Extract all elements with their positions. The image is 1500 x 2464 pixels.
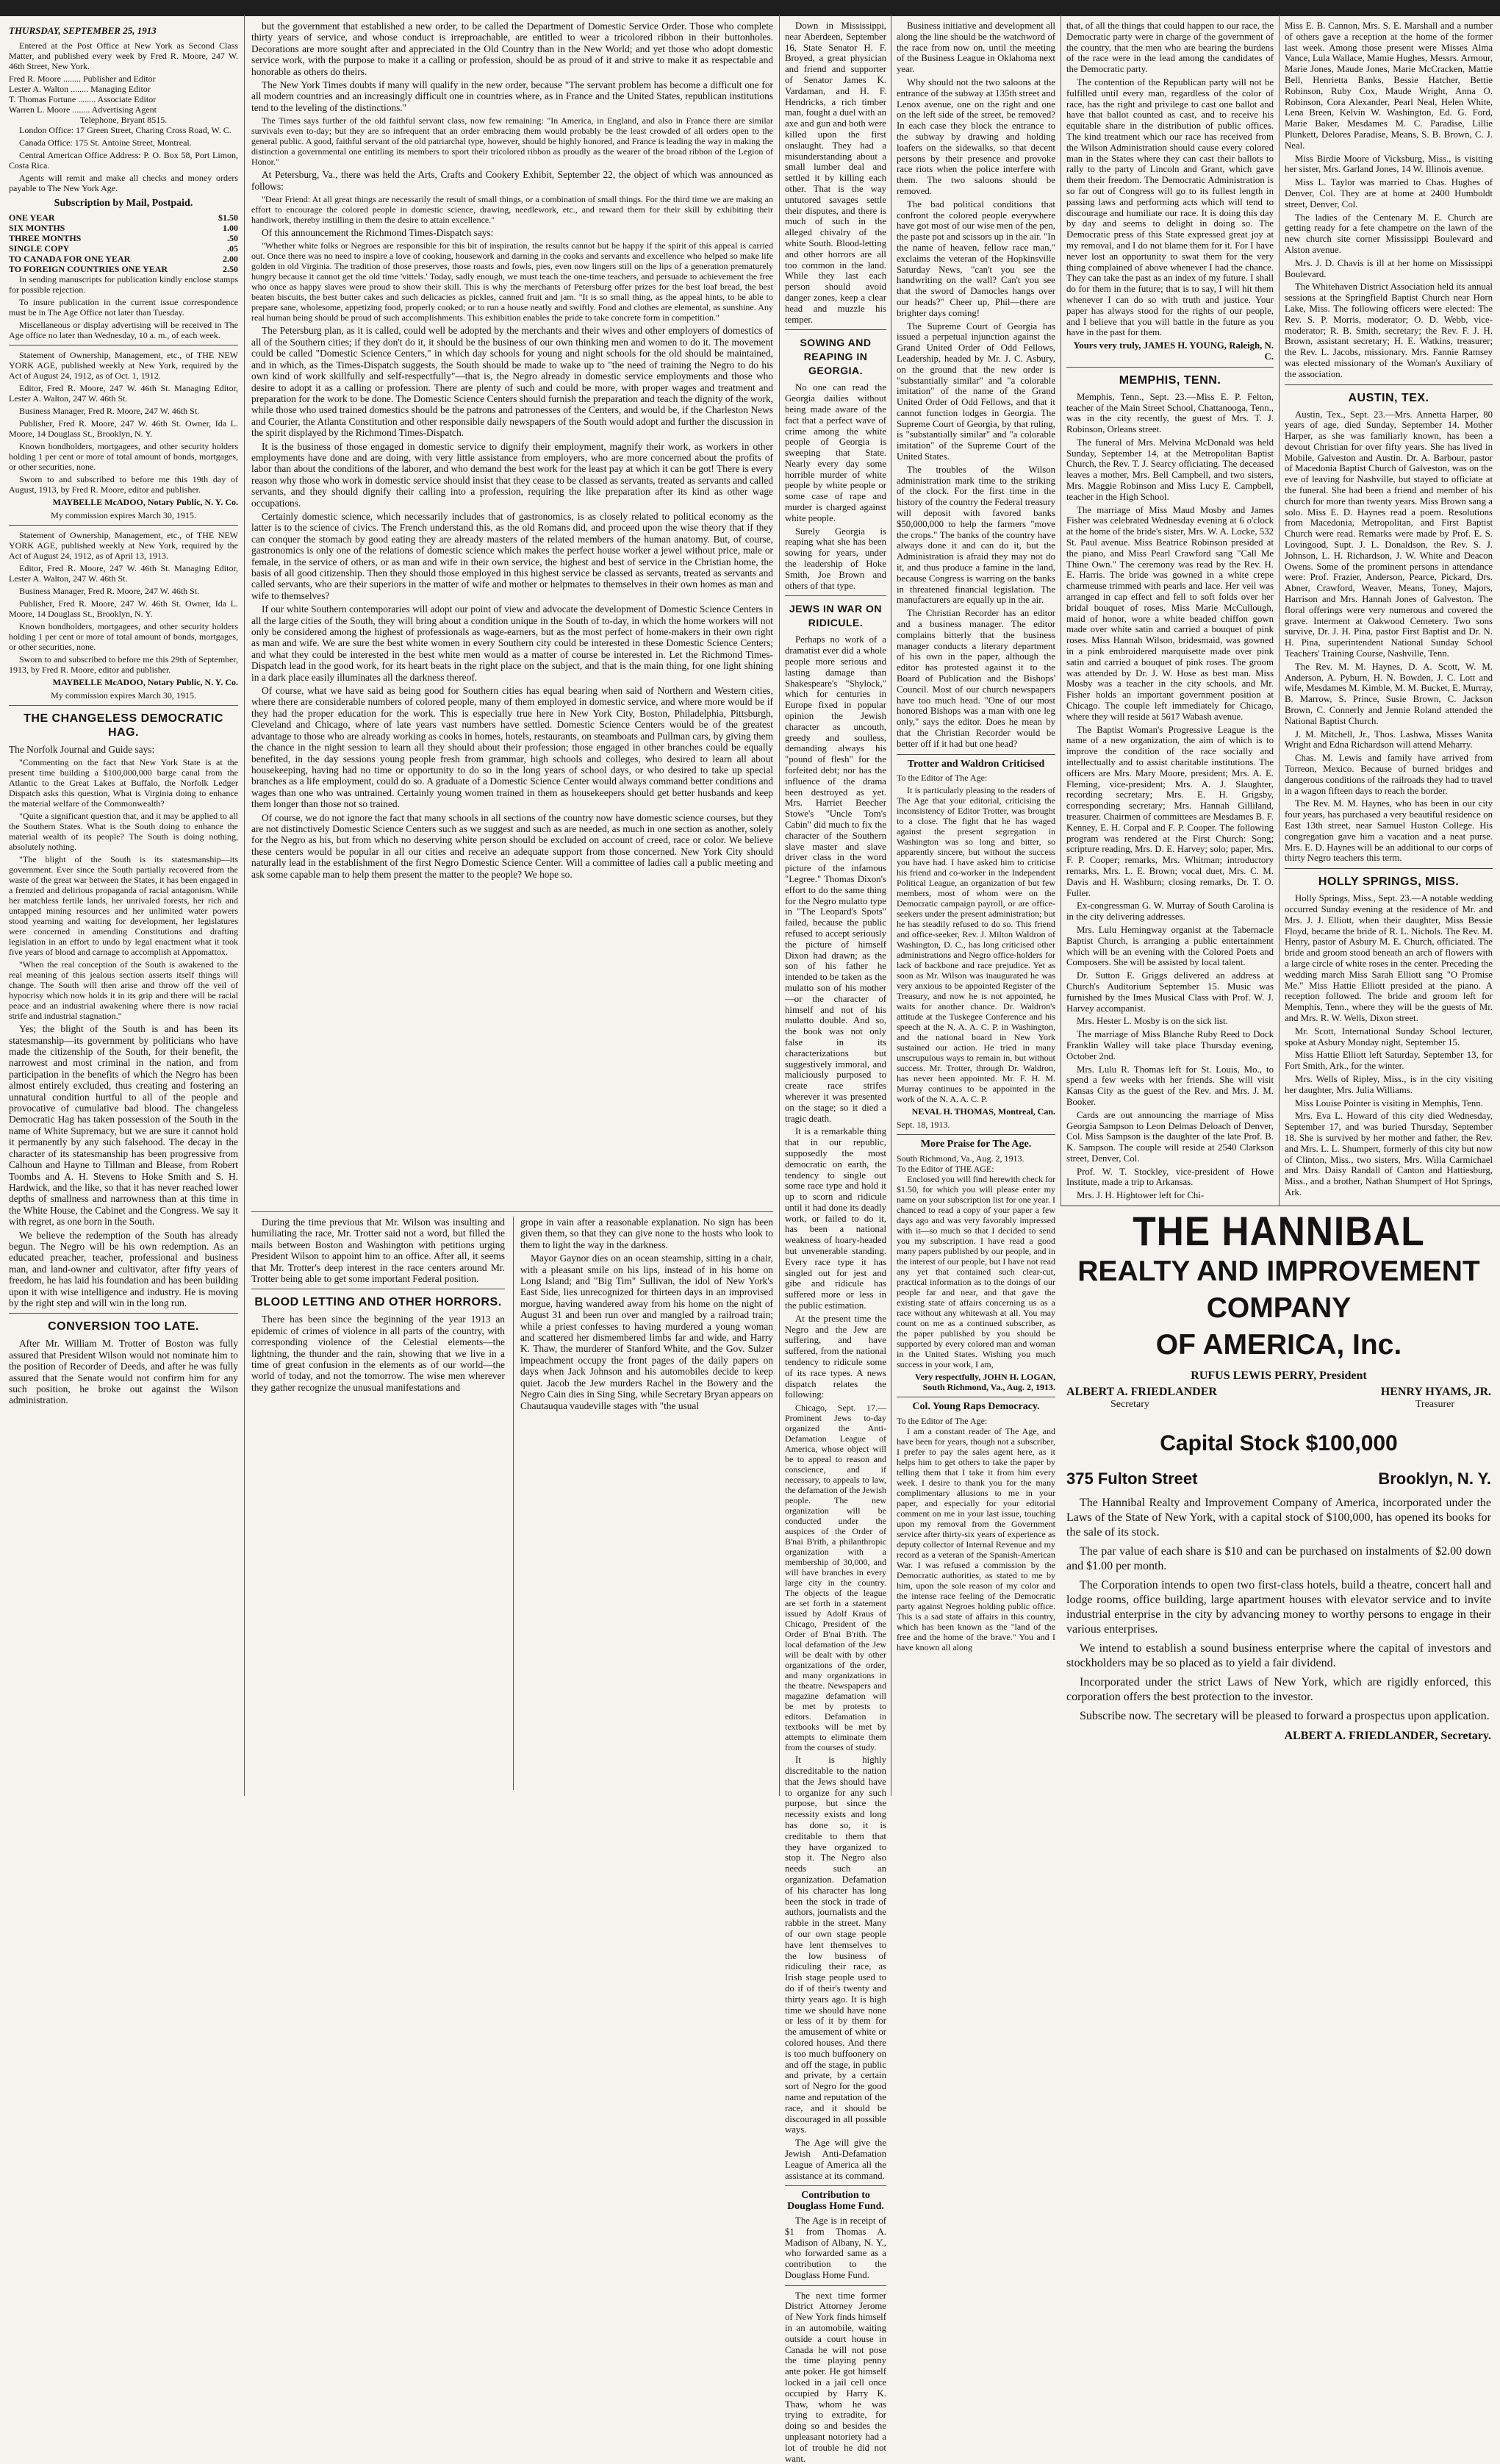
ad-title: THE HANNIBAL — [1133, 1208, 1425, 1254]
ownership-statement: Statement of Ownership, Management, etc., of THE NEW YORK AGE, published weekly at New York, required by the Act of August 24, 1912, as of April 13, 1913. Editor, Fred R. Moore, 247 W. 46th St. Managing Editor, Lester A. Walton, 247 W. 46th St. Business Manager, Fred R. Moore, 247 W. 46th St. Publisher, Fred R. Moore, 247 W. 46th St. Owner, Ida L. Moore, 14 Douglass St., Brooklyn, N. Y. Known bondholders, mortgagees, and other security holders holding 1 per cent or more of total amount of bonds, mortgages, or other securities, none. Sworn to and subscribed to before me this 29th of September, 1913, by Fred R. Moore, editor and publisher. MAYBELLE McADOO, Notary Public, N. Y. Co. My commission expires March 30, 1915. — [9, 529, 238, 701]
notice: In sending manuscripts for publication kindly enclose stamps for possible rejection. — [9, 273, 238, 295]
column-5: that, of all the things that could happen to our race, the Democratic party were in charge of the government of the country, that the men who are bearing the burdens of the race were in the lead among the candidates of the Democratic party. The contention of the Republican party will not be fulfilled until every man, regardless of the color of race, has the right and privilege to cast one ballot and have that ballot counted as cast, and to receive his equitable share in the distribution of public offices. The kind treatment which our race has received from the Wilson Administration should cause every colored man in the States where they can cast their ballots to rally to the party of Lincoln and Grant, which gave them their freedom. The Democratic Administration is so far out of Congress will go to its fullest length in passing laws and performing acts which will tend to discourage and humiliate our race. It is doing this day by day and seems to delight in doing so. The Democratic press of this State expressed great joy at my removal, and I do not blame them for it. For I have never lost an opportunity to swat them for the very thing complained of above whenever I had the chance. They can take the past as an index of my future. I shall do for them in the future; that is to say, I will hit them whenever I can do so with truth and justice. Your paper has always stood for the rights of our people, and I believe that you will battle in the future as you have in the past for them. Yours very truly, JAMES H. YOUNG, Raleigh, N. C. MEMPHIS, TENN. Memphis, Tenn., Sept. 23.—Miss E. P. Felton, teacher of the Main Street School, Chattanooga, Tenn., was in the city recently, the guest of Mrs. T. J. Robinson, Orleans street. The funeral of Mrs. Melvina McDonald was held Sunday, September 14, at the Metropolitan Baptist Church, the Rev. T. J. Searcy officiating. The deceased leaves a mother, Mrs. Bell Campbell, and two sisters, Mrs. Maggie Robinson and Miss Lucy E. Campbell, teacher in the High School. The marriage of Miss Maud Mosby and James Fisher was celebrated Wednesday evening at 6 o'clock at the home of the bride's sister, Mrs. W. A. Locke, 532 St. Paul avenue. Miss Beatrice Robinson presided at the piano, and Miss Pearl Crawford sang "Call Me Thine Own." The ceremony was read by the Rev. H. E. Harris. The bride was gowned in a white crepe charmeuse trimmed with pearls and lace. Her veil was arranged in cap effect and fell to soft folds over her bridal bouquet of roses. Miss Marie McCullough, maid of honor, wore a white beaded chiffon gown made over white satin and carried a bouquet of pink roses. Miss Hannah Wilson, bridesmaid, was gowned in a pink embroidered marquisette made over pink satin and carried a bouquet of pink roses. The groom was attended by Dr. J. W. Hose as best man. Miss Mosby was a teacher in the city schools, and Mr. Fisher holds an important government position at Chicago. The couple left immediately for Chicago, where they will reside at 5617 Wabash avenue. The Baptist Woman's Progressive League is the name of a new organization, the aim of which is to improve the condition of the race socially and intellectually and to assist charitable institutions. The officers are Mrs. Mary Moore, president; Mrs. A. E. Fleming, vice-president; Mrs. A. J. Slaughter, recording secretary; Mrs. E. H. Grigsby, corresponding secretary; Mrs. Hannah Gilliland, treasurer. Chairmen of committees are Mesdames B. F. Kenney, E. H. Corpal and F. P. Cooper. The following program was rendered at the First Church: Song; scripture reading, Mrs. D. E. Harvey; solo; paper, Mrs. F. P. Cooper; remarks, Mrs. Whitman; introductory remarks, Mrs. L. E. Brown; vocal duet, Mrs. C. M. Davis and H. Washburn; closing remarks, Dr. T. O. Fuller. Ex-congressman G. W. Murray of South Carolina is in the city delivering addresses. Mrs. Lulu Hemingway organist at the Tabernacle Baptist Church, is arranging a public entertainment which will be an evening with the Colored Poets and Composers. She will be assisted by local talent. Dr. Sutton E. Griggs delivered an address at Church's Auditorium September 15. Music was furnished by the Imes Musical Class with Prof. W. J. Harvey accompanist. Mrs. Hester L. Mosby is on the sick list. The marriage of Miss Blanche Ruby Reed to Dock Franklin Walley will take place Thursday evening, October 2nd. Mrs. Lulu R. Thomas left for St. Louis, Mo., to spend a few weeks with her friends. She will visit Kansas City as the guest of the Rev. and Mrs. J. M. Booker. Cards are out announcing the marriage of Miss Georgia Sampson to Leon Delmas Deloach of Denver, Col. Miss Sampson is the daughter of the late Prof. B. K. Sampson. The couple will reside at 2540 Clarkson street, Denver, Col. Prof. W. T. Stockley, vice-president of Howe Institute, made a trip to Arkansas. Mrs. J. H. Hightower left for Chi- — [1066, 21, 1274, 1201]
notice: To insure publication in the current issue correspondence must be in The Age Office not later than Tuesday. — [9, 296, 238, 318]
headline-memphis: MEMPHIS, TENN. — [1119, 373, 1221, 387]
ad-officers: ALBERT A. FRIEDLANDER HENRY HYAMS, JR. — [1066, 1386, 1491, 1398]
headline-blood-letting: BLOOD LETTING AND OTHER HORRORS. — [254, 1296, 502, 1309]
column-1: THURSDAY, SEPTEMBER 25, 1913 Entered at the Post Office at New York as Second Class Matter, and published every week by Fred R. Moore, 247 W. 46th Street, New York. Fred R. Moore ........ Publisher and Editor Lester A. Walton ........ Managing Editor T. Thomas Fortune ........ Associate Editor Warren L. Moore ........ Advertising Agent Telephone, Bryant 8515. London Office: 17 Green Street, Charing Cross Road, W. C. Canada Office: 175 St. Antoine Street, Montreal. Central American Office Address: P. O. Box 58, Port Limon, Costa Rica. Agents will remit and make all checks and money orders payable to The New York Age. Subscription by Mail, Postpaid. ONE YEAR $1.50 SIX MONTHS 1.00 THREE MONTHS .50 SINGLE COPY .05 TO CANADA FOR ONE YEAR 2.00 TO FOREIGN COUNTRIES ONE YEAR 2.50 In sending manuscripts for publication kindly enclose stamps for possible rejection. To insure publication in the current issue correspondence must be in The Age Office not later than Tuesday. Miscellaneous or display advertising will be received in The Age office no later than Wednesday, 10 a. m., of each week. Statement of Ownership, Management, etc., of THE NEW YORK AGE, published weekly at New York, required by the Act of August 24, 1912, as of Oct. 1, 1912. Editor, Fred R. Moore, 247 W. 46th St. Managing Editor, Lester A. Walton, 247 W. 46th St. Business Manager, Fred R. Moore, 247 W. 46th St. Publisher, Fred R. Moore, 247 W. 46th St. Owner, Ida L. Moore, 14 Douglass St., Brooklyn, N. Y. Known bondholders, mortgagees, and other security holders holding 1 per cent or more of total amount of bonds, mortgages, or other securities, none. Sworn to and subscribed to before me this 19th day of August, 1913, by Fred R. Moore, editor and publisher. MAYBELLE McADOO, Notary Public, N. Y. Co. My commission expires March 30, 1915. Statement of Ownership, Management, etc., of THE NEW YORK AGE, published weekly at New York, required by the Act of August 24, 1912, as of April 13, 1913. Editor, Fred R. Moore, 247 W. 46th St. Managing Editor, Lester A. Walton, 247 W. 46th St. Business Manager, Fred R. Moore, 247 W. 46th St. Publisher, Fred R. Moore, 247 W. 46th St. Owner, Ida L. Moore, 14 Douglass St., Brooklyn, N. Y. Known bondholders, mortgagees, and other security holders holding 1 per cent or more of total amount of bonds, mortgages, or other securities, none. Sworn to and subscribed to before me this 29th of September, 1913, by Fred R. Moore, editor and publisher. MAYBELLE McADOO, Notary Public, N. Y. Co. My commission expires March 30, 1915. THE CHANGELESS DEMOCRATIC HAG. The Norfolk Journal and Guide says: "Commenting on the fact that New York State is at the present time building a $100,000,000 barge canal from the Atlantic to the Great Lakes at Buffalo, the Norfolk Ledger Dispatch asks this question, What is Virginia doing to enhance the material welfare of the Commonwealth? "Quite a significant question that, and it may be applied to all the Southern States. What is the South doing to enhance the material wealth of its people? The South is doing nothing, absolutely nothing. "The blight of the South is its statesmanship—its government. Ever since the South partially recovered from the waste of the great war between the States, it has been engaged in a frenzied and delirious propaganda of racial antagonism. While her matchless fertile lands, her unrivaled forests, her rich and untapped mining resources and her unlimited water powers stood yearning and waiting for development, her legislatures were concerned in amending Constitutions and drafting legislation in an effort to undo by legal enactment what it took five years of blood and carnage to accomplish at Appomattox. "When the real conception of the South is awakened to the real meaning of this jealous section asserts itself things will change. The South will then arise and throw off the veil of hypocrisy which now holds it in its grip and there will be racial peace and an industrial awakening where there is now racial strife and industrial stagnation." Yes; the blight of the South is and has been its statesmanship—its government by politicians who have made the citizenship of the South, for their benefit, the narrowest and most criminal in the nation, and from participation in the benefits of which the Negro has been almost entirely excluded, thus creating and fostering an unnatural condition hurtful to all of the people and provocative of cumulative bad blood. The changeless Democratic Hag has taken possession of the South in the name of White Supremacy, but we are sure it cannot hold it permanently by any such falsehood. The decay in the character of its statesmanship has been progressive from Calhoun and Hayne to Tillman and Blease, from Robert Toombs and A. H. Stevens to Hoke Smith and S. H. Hardwick, and the like, so that it has never reached lower depths of smallness and narrowness than at this time in the White House, the Cabinet and the Congress. We say it with regret, as one born in the South. We believe the redemption of the South has already begun. The Negro will be his own redemption. As an educated preacher, teacher, professional and business man, and land-owner and cultivator, after fifty years of freedom, he has laid his foundation and has been building upon it with wise intelligence and industry. He is moving by the right step and will win in the long run. CONVERSION TOO LATE. After Mr. William M. Trotter of Boston was fully assured that President Wilson would not nominate him to the position of Recorder of Deeds, and after he was fully assured that the Senate would not confirm him for any such position, he broke out against the Wilson administration. — [9, 25, 238, 1406]
ad-president: RUFUS LEWIS PERRY, President — [1191, 1369, 1367, 1382]
column-4: Business initiative and development all along the line should be the watchword of the race from now on, until the meeting of the Business League in Oklahoma next year. Why should not the two saloons at the entrance of the subway at 135th street and Lenox avenue, one on the right and one on the left side of the street, be removed? In each case they block the entrance to the subway by drawing and holding loafers on the sidewalks, so that decent persons by their presence and provoke race riots when the police interfere with them. The two saloons should be removed. The bad political conditions that confront the colored people everywhere have got most of our wise men of the pen, the paste pot and scissors up in the air. "In the name of heaven, fellow race man," exclaims the veteran of the Hopkinsville Saturday News, "can't you see the handwriting on the wall? Can't you see that the sword of Damocles hangs over our heads?" Cheer up, Phil—there are brighter days coming! The Supreme Court of Georgia has issued a perpetual injunction against the Grand United Order of Odd Fellows, Leadership, headed by Mr. J. C. Asbury, on the ground that the new order is "substantially similar" and "a colorable imitation" of the name of the Grand United Order of Odd Fellows, and that it cannot function lodges in Georgia. The Supreme Court of Georgia, by that ruling, is "substantially similar" and "a colorable imitation" of the Supreme Court of the United States. The troubles of the Wilson administration mark time to the striking of the clock. For the first time in the history of the country the Federal treasury will deposit with favored banks $50,000,000 to help the farmers "move the crops." The banks of the country have always done it and can do it, but the Administration is afraid they may not do it, and thus produce a famine in the land, because Congress is warring on the banks in threatened financial legislation. The manufacturers are equally up in the air. The Christian Recorder has an editor and a business manager. The editor complains bitterly that the business manager conducts a literary department of his own in the paper, although the editor has protested against it to the Board of Publication and the Bishops' Council. Most of our church newspapers have too much head. "One of our most honored Bishops was a man with one leg only," says the editor. Does he mean by that the Christian Recorder would be better off if it had but one head? Trotter and Waldron Criticised To the Editor of The Age: It is particularly pleasing to the readers of The Age that your editorial, criticising the inconsistency of Editor Trotter, was brought to a close. The fight that he has waged against the present segregation in Washington was so long and bitter, so apparently sincere, but without the success you have had. I have asked him to criticise his friend and co-worker in the Independent Political League, an organization of but few members, most of whom were on the Democratic campaign payroll, or are office-seekers under the present administration; but he has steadily refused to do so. This friend and office-seeker, Rev. J. Milton Waldron of Washington, D. C., has long criticised other administrations and Negro office-holders for lack of backbone and race prejudice. Yet as soon as Mr. Wilson was inaugurated he was very anxious to be appointed Register of the Treasury, and now he is not appointed, he waits for another chance. Dr. Waldron's attitude at the Tuskegee Conference and his speech at the N. A. A. C. P. in Washington, and the national board in New York sustained our action. He tried in many unscrupulous ways to remain in, but without success. Mr. Trotter, through Dr. Waldron, has never been appointed. Mr. F. H. M. Murray continues to be appointed in the work of the N. A. A. C. P. NEVAL H. THOMAS, Montreal, Can. Sept. 18, 1913. More Praise for The Age. South Richmond, Va., Aug. 2, 1913. To the Editor of THE AGE: Enclosed you will find herewith check for $1.50, for which you will please enter my name on your subscription list for one year. I chanced to read a copy of your paper a few days ago and was very favorably impressed with it—so much so that I decided to send you my subscription. I have read a good many papers published by our people, and in the interest of our people, but I have not read any yet that contained such clear-cut, practical information as to the doings of our people far and near, and that gave the existing state of affairs concerning us as a race without any whitewash at all. You may count on me as a continued subscriber, as the paper published by you should be supported by every colored man and woman in the United States. Wishing you much success in your work, I am, Very respectfully, JOHN H. LOGAN, South Richmond, Va., Aug. 2, 1913. Col. Young Raps Democracy. To the Editor of The Age: I am a constant reader of The Age, and have been for years, though not a subscriber, I prefer to pay the sales agent here, as it helps him to get others to take the paper by telling them that I take it from him every week. I desire to thank you for the many complimentary allusions to me in your paper, and especially for your editorial comment on me in your last issue, touching upon my removal from the Government service after thirty-six years of experience as deputy collector of Internal Revenue and my record as a veteran of the Spanish-American War. I was refused a commission by the Democratic authorities, as stated to me by him, upon the sole reason of my color and the intense race feeling of the Democratic party against Negroes holding public office. This is a sad state of affairs in this country, which has been known as the "land of the free and the home of the brave." You and I have known all along — [897, 21, 1055, 1652]
column-3: Down in Mississippi, near Aberdeen, September 16, State Senator H. F. Broyed, a great physician and friend and supporter of Senator James K. Vardaman, and H. F. Hendricks, a rich timber man, fought a duel with an axe and gun and both were killed upon the first onslaught. They had a misunderstanding about a small lumber deal and settled it by killing each other. That is the way untutored savages settle their disputes, and there is much of such in the alleged chivalry of the white South. Blood-letting and other horrors are all too common in the land. While they last each person should avoid danger zones, keep a clear head and muzzle his temper. SOWING AND REAPING IN GEORGIA. No one can read the Georgia dailies without being made aware of the fact that a perfect wave of crime among the white people of Georgia is sweeping that State. Nearly every day some horrible murder of white people by white people or some case of rape and murder is charged against white people. Surely Georgia is reaping what she has been sowing for years, under the leadership of Hoke Smith, Joe Brown and others of that type. JEWS IN WAR ON RIDICULE. Perhaps no work of a dramatist ever did a whole people more serious and lasting damage than Shakespeare's "Shylock," which for centuries in Europe fixed in popular opinion the Jewish character as uncouth, greedy and soulless, demanding always his "pound of flesh" for the forfeited debt; nor has the influence of the drama been destroyed as yet. Mrs. Harriet Beecher Stowe's "Uncle Tom's Cabin" did much to fix the character of the Southern slave master and slave driver class in the word picture of the infamous "Legree." Thomas Dixon's effort to do the same thing for the Negro mulatto type in "The Leopard's Spots" failed, because the public refused to accept seriously the picture of himself Dixon had drawn; as the son of his father he intended to be taken as the mulatto son of his mother—or the character of himself and not of his mulatto double. And so, the book was not only false in its characterizations but suggestively immoral, and maliciously purposed to create race strifes wherever it was presented on the stage; so it died a tragic death. It is a remarkable thing that in our republic, supposedly the most democratic on earth, the tendency to single out some race type and hold it up to scorn and ridicule until it had done its deadly work, or failed to do it, has been a national weakness of hoary-headed but unvenerable standing. Every race type it has singled out for jest and gibe and ridicule has suffered more or less in the public estimation. At the present time the Negro and the Jew are suffering, and have suffered, from the national tendency to ridicule some of its race types. A news dispatch relates the following: Chicago, Sept. 17.—Prominent Jews to-day organized the Anti-Defamation League of America, whose object will be to appeal to reason and conscience, and if necessary, to appeals to law, the defamation of the Jewish people. The new organization will be conducted under the auspices of the Order of B'nai B'rith, a philanthropic organization with a membership of 30,000, and will have branches in every large city in the country. The objects of the league are set forth in a statement issued by Adolf Kraus of Chicago, President of the Order of B'nai B'rith. The local defamation of the Jew will be dealt with by other organizations of the order, and many organizations in the theatre. Newspapers and magazine defamation will be met by protests to editors. Defamation in textbooks will be met by attempts to eliminate them from the courses of study. It is highly discreditable to the nation that the Jews should have to organize for any such purpose, but since the necessity exists and long has done so, it is creditable to them that they have organized to stop it. The Negro also needs such an organization. Defamation of his character has long been the stock in trade of authors, journalists and the rabble in the street. Many of our own stage people have lent themselves to the low business of ridiculing their race, as Irish stage people used to do if of their's twenty and thirty years ago. It is high time we should have none or less of it by them for the amusement of white or colored houses. And there is too much buffoonery on and off the stage, in public and private, by a certain sort of Negro for the good name and reputation of the race, and it should be discouraged in all possible ways. The Age will give the Jewish Anti-Defamation League of America all the assistance at its command. Contribution to Douglass Home Fund. The Age is in receipt of $1 from Thomas A. Madison of Albany, N. Y., who forwarded same as a contribution to the Douglass Home Fund. The next time former District Attorney Jerome of New York finds himself in an automobile, waiting outside a court house in Canada he will not pose the time playing penny ante poker. He got himself locked in a jail cell once occupied by Harry K. Thaw, whom he was trying to extradite, for doing so and besides the unpleasant notoriety had a lot of trouble he did not want. — [785, 21, 886, 2464]
ad-capital-stock: Capital Stock $100,000 — [1160, 1431, 1398, 1455]
staff-line: Warren L. Moore ........ Advertising Agent — [9, 104, 157, 115]
mailing-entry: Entered at the Post Office at New York as Second Class Matter, and published every week by Fred R. Moore, 247 W. 46th Street, New York. — [9, 40, 238, 72]
column-rule — [779, 15, 780, 1796]
notice: Miscellaneous or display advertising will be received in The Age office no later than Wednesday, 10 a. m., of each week. — [9, 319, 238, 340]
column-rule — [244, 15, 245, 1796]
page-top-edge — [0, 0, 1500, 16]
notary-signature: MAYBELLE McADOO, Notary Public, N. Y. Co. — [52, 676, 238, 687]
remit-note: Agents will remit and make all checks and money orders payable to The New York Age. — [9, 173, 238, 194]
rate-row: SINGLE COPY .05 — [9, 243, 238, 254]
subscription-rates — [9, 212, 238, 274]
subscription-title: Subscription by Mail, Postpaid. — [54, 198, 193, 209]
staff-line: Telephone, Bryant 8515. — [79, 115, 168, 126]
column-2a: During the time previous that Mr. Wilson was insulting and humiliating the race, Mr. Trotter said not a word, but filled the mails between Boston and Washington with petitions urging President Wilson to appoint him to an office. After all, it seems that Mr. Trotter's deep interest in the race centers around Mr. Trotter being able to get some important Federal position. BLOOD LETTING AND OTHER HORRORS. There has been since the beginning of the year 1913 an epidemic of crimes of violence in all parts of the country, with corresponding violence of the Celestial elements—the lightning, the thunder and the rain, showing that we live in a time of great confusion in the elements as of our world—the world of today, and not the tomorrow. The wise men wherever they gather recognize the unusual manifestations and — [251, 1217, 505, 1393]
rate-row: TO CANADA FOR ONE YEAR 2.00 — [9, 253, 238, 264]
column-2b: grope in vain after a reasonable explanation. No sign has been given them, so that they can give none to the hosts who look to them to light the way in the darkness. Mayor Gaynor dies on an ocean steamship, sitting in a chair, with a pleasant smile on his lips, instead of in his home on Long Island; and "Big Tim" Sullivan, the idol of New York's East Side, lies unrecognized for thirteen days in an improvised morgue, having wandered away from his home on the night of August 31 and been run over and mangled by a railroad train; while a priest confesses to having murdered a young woman and scattered her dismembered limbs far and wide, and Harry K. Thaw, the murderer of Stanford White, and the Gov. Sulzer impeachment occupy the front pages of the daily papers on days when Jack Johnson and his automobiles decide to keep quiet. Jacob the Jew murders Rachel in the Bowery and the Negro Cain dies in Sing Sing, while Secretary Bryan appears on Chautauqua vaudeville stages with "the usual — [520, 1217, 773, 1411]
column-rule — [1279, 15, 1280, 1206]
headline-douglass: Contribution to Douglass Home Fund. — [787, 2190, 884, 2213]
london-office: London Office: 17 Green Street, Charing Cross Road, W. C. — [19, 125, 232, 136]
rate-row: TO FOREIGN COUNTRIES ONE YEAR 2.50 — [9, 263, 238, 274]
rate-row: SIX MONTHS 1.00 — [9, 222, 238, 233]
notary-signature: MAYBELLE McADOO, Notary Public, N. Y. Co. — [52, 496, 238, 507]
staff-line: Fred R. Moore ........ Publisher and Editor — [9, 74, 156, 85]
column-rule — [513, 1217, 514, 1790]
column-6: Miss E. B. Cannon, Mrs. S. E. Marshall and a number of others gave a reception at the home of the former last week. Among those present were Misses Alma Vance, Lula Wallace, Mamie Hughes, Messrs. Armour, Marie Jones, Maude Jones, Marie McCracken, Mattie Bell, Henrietta Banks, Bessie Hatcher, Bettie Robinson, Ruby Cox, Maude Wright, Anna O. Robinson, Cora Alexander, Pearl Neal, Helen White, Lena Breen, Kelvin W. Washington, Ed. G. Ford, Marie Baker, Mesdames M. C. Paradise, Lillie Plunkett, Delores Paradise, Means, S. B. Brown, C. J. Neal. Miss Birdie Moore of Vicksburg, Miss., is visiting her sister, Mrs. Garland Jones, 14 W. Illinois avenue. Miss L. Taylor was married to Chas. Hughes of Denver, Col. They are at home at 2400 Humboldt street, Denver, Col. The ladies of the Centenary M. E. Church are getting ready for a fete champetre on the lawn of the new church site corner Mississippi Boulevard and Alston avenue. Mrs. J. D. Chavis is ill at her home on Mississippi Boulevard. The Whitehaven District Association held its annual sessions at the Springfield Baptist Church near Horn Lake, Miss. The following officers were elected: The Rev. S. P. Morris, moderator; O. D. Webb, vice-moderator; R. B. Smith, secretary; the Rev. F. J. H. Brown, assistant secretary; H. E. Watkins, treasurer; the Rev. L. Jacobs, missionary. Mrs. Fannie Ramsey was elected missionary of the Woman's Auxiliary of the association. AUSTIN, TEX. Austin, Tex., Sept. 23.—Mrs. Annetta Harper, 80 years of age, died Sunday, September 14. Mother Harper, as she was familiarly known, has been a devout Christian for over fifty years. She has lived in Mobile, Galveston and Austin. Dr. A. Barbour, pastor of Macedonia Baptist Church of Galveston, was on the eve of leaving for Nashville, but stayed to officiate at the funeral. She had been a friend and member of his church for more than twenty years. Miss Brown sang a solo. Miss E. D. Haynes read a poem. Resolutions from Macedonia, Metropolitan, and First Baptist Church were read. Remarks were made by Prof. E. S. Lovingood, Supt. J. L. Donaldson, the Rev. S. J. Johnson, L. H. Richardson, J. W. White and Deacon Owens. Some of the prominent persons in attendance were: Prof. Frazier, Anderson, Pearce, Pickard, Drs. Abner, Crawford, Weaver, Means, Toney, Majors, Harrison and Mrs. Hannah Jones of Galveston. The floral offerings were very numerous and covered the grave. Interment at Oakwood Cemetery. Two sons survive, Dr. J. H. Pina, pastor First Baptist and Dr. N. H. Pina, superintendent National Sunday School Teachers' Training Course, Nashville, Tenn. The Rev. M. M. Haynes, D. A. Scott, W. M. Anderson, A. Pyburn, H. N. Bowden, J. C. Lott and wife, Mesdames M. Kimble, M. M. Bucket, E. Murray, B. Marrow, S. Prince, Susie Brown, C. Jackson Brown, C. Connerly and Jennie Roland attended the National Baptist Church. J. M. Mitchell, Jr., Thos. Lashwa, Misses Wanita Wright and Edna Richardson will attend Meharry. Chas. M. Lewis and family have arrived from Torreon, Mexico. Because of burned bridges and dangerous conditions of the railroads they had to travel in a wagon fifteen days to reach the border. The Rev. M. M. Haynes, who has been in our city four years, has purchased a very beautiful residence on East 13th street, near Samuel Huston College. His congregation gave him a vacation and a neat purse. Mrs. E. D. Haynes will be an additional to our corps of thirty Negro teachers this term. HOLLY SPRINGS, MISS. Holly Springs, Miss., Sept. 23.—A notable wedding occurred Sunday evening at the residence of Mr. and Mrs. J. J. Elliott, when their daughter, Miss Bessie Floyd, became the bride of R. L. Nichols. The Rev. M. Henry, pastor of Asbury M. E. Church, officiated. The bride and groom stood beneath an arch of flowers with a large circle of white roses in the center. Preceding the wedding march Miss Sarah Elliott sang "O Promise Me." Miss Hattie Elliott presided at the piano. A reception followed. The bride and groom left for Memphis, Tenn., where they will be the guests of Mr. and Mrs. R. W. Wells, Dixon street. Mr. Scott, International Sunday School lecturer, spoke at Asbury Monday night, September 15. Miss Hattie Elliott left Saturday, September 13, for Fort Smith, Ark., for the winter. Mrs. Wells of Ripley, Miss., is in the city visiting her daughter, Mrs. Julia Williams. Miss Louise Pointer is visiting in Memphis, Tenn. Mrs. Eva L. Howard of this city died Wednesday, September 17, and was buried Thursday, September 18. She is survived by her mother and father, the Rev. and Mrs. L. L. Shumpert, formerly of this city but now of Clinton, Miss., two sisters, Mrs. Willa Carmichael and Mrs. Daisy Randall of Canton and Hattiesburg, Miss., and a brother, Nathan Shumpert of Hot Springs, Ark. — [1285, 21, 1493, 1197]
headline-jews: JEWS IN WAR ON RIDICULE. — [789, 603, 882, 629]
headline-changeless: THE CHANGELESS DEMOCRATIC HAG. — [24, 712, 223, 739]
section-rule — [251, 1211, 773, 1212]
ad-body: The Hannibal Realty and Improvement Company of America, incorporated under the Laws of the State of New York, with a capital stock of $100,000, has opened its books for the sale of its stock. The par value of each share is $10 and can be purchased on instalments of $2.00 down and $1.00 per month. The Corporation intends to open two first-class hotels, build a theatre, concert hall and lodge rooms, office building, large apartment houses with elevator service and to invite industrial enterprise in the city by advancing money to worthy persons to engage in their various enterprises. We intend to establish a sound business enterprise where the capital of investors and stockholders may be so placed as to yield a fair dividend. Incorporated under the strict Laws of New York, which are rigidly enforced, this corporation offers the best protection to the investor. Subscribe now. The secretary will be pleased to forward a prospectus upon application. — [1066, 1497, 1491, 1722]
ad-title: REALTY AND IMPROVEMENT COMPANY — [1077, 1256, 1480, 1324]
headline-holly-springs: HOLLY SPRINGS, MISS. — [1318, 875, 1460, 889]
staff-line: T. Thomas Fortune ........ Associate Editor — [9, 94, 157, 105]
headline-trotter: Trotter and Waldron Criticised — [907, 758, 1045, 770]
ad-signature: ALBERT A. FRIEDLANDER, Secretary. — [1284, 1730, 1491, 1742]
ad-title: OF AMERICA, Inc. — [1155, 1329, 1402, 1361]
staff-line: Lester A. Walton ........ Managing Editor — [9, 84, 151, 95]
staff-list — [9, 74, 238, 125]
headline-young: Col. Young Raps Democracy. — [912, 1401, 1040, 1413]
headline-sowing: SOWING AND REAPING IN GEORGIA. — [800, 337, 872, 377]
headline-praise: More Praise for The Age. — [920, 1139, 1032, 1150]
central-office: Central American Office Address: P. O. Box 58, Port Limon, Costa Rica. — [9, 150, 238, 171]
ad-officer-titles: Secretary Treasurer — [1110, 1399, 1454, 1410]
ownership-statement: Statement of Ownership, Management, etc., of THE NEW YORK AGE, published weekly at New York, required by the Act of August 24, 1912, as of Oct. 1, 1912. Editor, Fred R. Moore, 247 W. 46th St. Managing Editor, Lester A. Walton, 247 W. 46th St. Business Manager, Fred R. Moore, 247 W. 46th St. Publisher, Fred R. Moore, 247 W. 46th St. Owner, Ida L. Moore, 14 Douglass St., Brooklyn, N. Y. Known bondholders, mortgagees, and other security holders holding 1 per cent or more of total amount of bonds, mortgages, or other securities, none. Sworn to and subscribed to before me this 19th day of August, 1913, by Fred R. Moore, editor and publisher. MAYBELLE McADOO, Notary Public, N. Y. Co. My commission expires March 30, 1915. — [9, 349, 238, 520]
rate-row: ONE YEAR $1.50 — [9, 212, 238, 223]
editorial-lead: but the government that established a new order, to be called the Department of Domestic Service Order. Those who complete thirty years of service, and whose conduct is irreproachable, are entitled to wear a tricolored ribbon in their buttonholes. Decorations are more sought after and appreciated in the Old Country than in the New World; and yet those who adopt domestic service work, with the purpose to make it a calling or profession, should be as proud of it and strive to make it as respectable and honorable as others do theirs. — [251, 21, 773, 77]
ad-address: 375 Fulton Street Brooklyn, N. Y. — [1066, 1469, 1491, 1488]
canada-office: Canada Office: 175 St. Antoine Street, Montreal. — [19, 137, 192, 148]
hannibal-realty-ad — [1066, 1209, 1491, 1790]
issue-date: THURSDAY, SEPTEMBER 25, 1913 — [9, 25, 157, 36]
headline-conversion: CONVERSION TOO LATE. — [48, 1320, 199, 1333]
column-2-editorial: but the government that established a new order, to be called the Department of Domestic Service Order. Those who complete thirty years of service, and whose conduct is irreproachable, are entitled to wear a tricolored ribbon in their buttonholes. Decorations are more sought after and appreciated in the Old Country than in the New World; and yet those who adopt domestic service work, with the purpose to make it a calling or profession, should be as proud of it and strive to make it as respectable and honorable as others do theirs. The New York Times doubts if many will qualify in the new order, because "The servant problem has become a difficult one for all modern countries and an increasingly difficult one in countries where, as in France and the United States, republican institutions tend to the leveling of the distinctions." The Times says further of the old faithful servant class, now few remaining: "In America, in England, and also in France there are similar survivals even to-day; but they are so infrequent that an order embracing them would probably be the least crowded of all orders open to the general public. A good, faithful servant of the old patriarchal type, however, should be highly honored, and France is leading the way in making the distinction a governmental one entitling its members to sport their tricolored ribbon as proudly as the wearer of the broad ribbon of the Legion of Honor." At Petersburg, Va., there was held the Arts, Crafts and Cookery Exhibit, September 22, the object of which was announced as follows: "Dear Friend: At all great things are necessarily the result of small things, or a combination of small things. For the third time we are making an effort to encourage the colored people in domestic science, drawing, needlework, etc., and reward them for their skill by exhibiting their handiwork, thereby instilling in them the desire to attain excellence." Of this announcement the Richmond Times-Dispatch says: "Whether white folks or Negroes are responsible for this bit of inspiration, the results cannot but be happy if the spirit of this appeal is carried out. Once there was no need to inspire a love of cooking, housework and darning in the cooks and servants and excellence who helped so make life golden in old Virginia. The tradition of those preserves, those roasts and fowls, pies, even now lingers still on the lips of a generation prematurely hungry because it cannot get the old time 'vittels.' Today, sadly enough, we must teach the one-time teachers, and persuade to achievement the free who once as happy slaves were proud to show their skill. This is why the merchants of Petersburg offer prizes for the best loaf bread, the best beaten biscuits, the best butter cakes and such delicacies as pickles, canned fruit and jam. "It is so small thing, as the appeal hints, to be able to prepare sane, wholesome, appetizing food, properly cooked; or to run a house neatly and swiftly. Food and clothes are elemental, as sunshine. Any real human being should be proud of such accomplishments. This exhibition enables the pride to take concrete form in competition." The Petersburg plan, as it is called, could well be adopted by the merchants and their wives and other employers of domestics of all of the Southern cities; if they don't do it, it should be the business of our own thinking men and women to do it. The movement could be called "Domestic Science Centers," in which day schools for young and night schools for the old should be maintained, and in which, as the Times-Dispatch suggests, the South should be made to wake up to "the need of training the Negro to do his own kind of work skillfully and self-respectfully"—that is, the Negro already in domestic service employments and those who desire to adopt it as a calling or profession. There are plenty of such and could be more, with proper wages and treatment and preparation for the work to be done. The Domestic Science Centers should furnish the preparation and teach the dignity of the work, while those who used trained domestics should be the patrons and patronesses of the Centers, and would be, if the Charleston News and Courier, the Atlanta Constitution and other responsible daily newspapers of the South would adopt and further the discussion in the spirit displayed by the Richmond Times-Dispatch. It is the business of those engaged in domestic service to dignify their employment, magnify their work, as workers in other employments have done and are doing, with very little assistance from employers, who are more concerned about the profits of labor than about the conditions of the laborer, and who demand the best work for the least pay at which it can be got! There is every reason why those who work in domestic service should insist that they cease to be classed as servants, treated as servants and called servants, and they should dignify their calling into a profession, requiring the like preparation after its kind as other wage occupations. Certainly domestic science, which necessarily includes that of gastronomics, is as closely related to political economy as the latter is to the science of civics. The French understand this, as the old Romans did, and proceed upon the wise theory that if they can conquer the stomach by good eating they are already masters of the related members of the human anatomy. But, of course, gastronomics is only one of the relations of domestic science which makes the perfect house worker a jewel without price, male or female, in the service of others, or as man and wife in their own service, the highest and best of service in the Christian home, the basis of all good citizenship. Then they should those employed in this highest service be classed as servants, treated as servants and called servants, who are their superiors in the matter of wife and mother or helpmates to themselves in their own homes as man and wife to themselves? If our white Southern contemporaries will adopt our point of view and advocate the development of Domestic Science Centers in all the large cities of the South, they will bring about a condition unique in the South of to-day, in which the home workers will not only be considered among the highest of professionals as wage-earners, but as the most perfect of home-makers in their own right as man and wife. We are sure the best white women in every Southern city could be interested in these Domestic Science Centers; and what they could be interested in the best white men would as a matter of course be interested in. Let the Richmond Times-Dispatch lead in the good work, for its heart beats in the right place on the subject, and that is the main thing, for one light shining in a dark place easily illuminates all the darkness thereof. Of course, what we have said as being good for Southern cities has equal bearing when said of Northern and Western cities, where there are considerable numbers of colored people, many of them employed in domestic service, and where more would be if they had the proper education for the work. This is especially true here in New York City, Boston, Philadelphia, Pittsburgh, Cleveland and Chicago, where of late years vast numbers have settled. Domestic Science Centers would be of the greatest advantage to those who are already working as cooks in homes, hotels, restaurants, on steamboats and Pullman cars, by giving them the chance in the night session to learn all they should about their profession; those engaged in other branches could be equally benefited, in the day sessions young people fresh from grammar, high schools and colleges, who desired to learn all about housekeeping, having had no time or opportunity to do so in the long years of school days, or who desired to take up special branches as a life employment, could do so. A graduate of a Domestic Science Center would always command better conditions and wages than one who was untrained. Certainly young women trained in them as housekeepers should get better husbands and keep them longer than those not so trained. Of course, we do not ignore the fact that many schools in all sections of the country now have domestic science courses, but they are not distinctively Domestic Science Centers such as we suggest and such as are needed, as much in one section as another, solely for the Negro as his, but from which no deserving white person should be excluded on account of creed, race or color. We believe these centers would be popular in all our cities and receive an adequate support from those concerned. New York City should naturally lead in the establishment of the first Negro Domestic Science Center. Will a committee of ladies call a public meeting and ask some capable man to help them present the matter to the people? We hope so. — [251, 21, 773, 880]
rate-row: THREE MONTHS .50 — [9, 232, 238, 243]
headline-austin: AUSTIN, TEX. — [1348, 391, 1429, 404]
